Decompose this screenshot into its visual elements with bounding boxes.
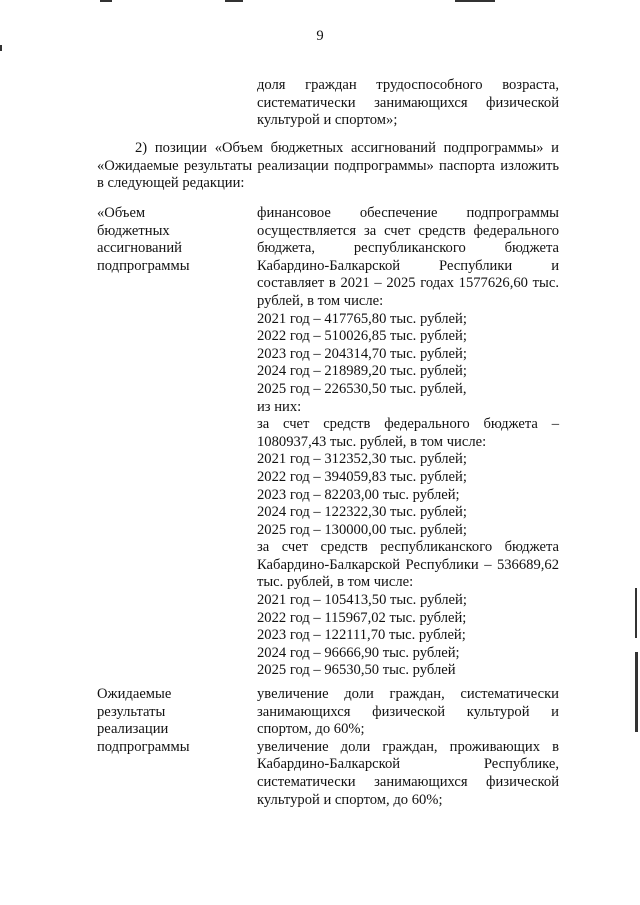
total-year-line: 2025 год – 226530,50 тыс. рублей, xyxy=(257,380,467,397)
total-year-line: 2024 год – 218989,20 тыс. рублей; xyxy=(257,363,467,380)
intro-block xyxy=(257,77,559,130)
federal-year-line: 2023 год – 82203,00 тыс. рублей; xyxy=(257,486,460,503)
results-label xyxy=(97,686,237,756)
republic-year-line: 2022 год – 115967,02 тыс. рублей; xyxy=(257,609,467,626)
scan-mark-top-left xyxy=(100,0,112,2)
page-number: 9 xyxy=(316,28,324,44)
republic-year-line: 2025 год – 96530,50 тыс. рублей xyxy=(257,662,456,679)
of-them-label: из них: xyxy=(257,398,302,415)
results-label-line: реализации xyxy=(97,721,169,738)
republic-intro: за счет средств республиканского бюджета Кабардино-Балкарской Республики – 536689,62 тыс. рублей, в том числе: xyxy=(257,539,559,591)
intro-line: систематически занимающихся физической xyxy=(257,94,559,111)
scan-mark-top-center xyxy=(225,0,243,2)
results-content xyxy=(257,686,559,809)
scan-mark-right-edge-lower xyxy=(635,652,638,732)
scan-mark-top-right xyxy=(455,0,495,2)
scan-mark-right-edge xyxy=(635,588,637,638)
results-label-line: результаты xyxy=(97,703,166,720)
funding-label-line: «Объем xyxy=(97,205,146,221)
total-year-line: 2023 год – 204314,70 тыс. рублей; xyxy=(257,345,467,362)
amendment-paragraph: 2) позиции «Объем бюджетных ассигнований подпрограммы» и «Ожидаемые результаты реализации подпрограммы» паспорта изложить в следующей редакции: xyxy=(97,140,559,192)
funding-description: финансовое обеспечение подпрограммы осуществляется за счет средств федерального бюджета, республиканского бюджета Кабардино-Балкарской Республики и составляет в 2021 – 2025 годах 1577626,60 тыс. рублей, в том числе: xyxy=(257,205,559,309)
funding-label-line: бюджетных xyxy=(97,222,170,239)
federal-year-line: 2021 год – 312352,30 тыс. рублей; xyxy=(257,451,467,468)
federal-year-line: 2025 год – 130000,00 тыс. рублей; xyxy=(257,521,467,538)
scan-mark-left-edge xyxy=(0,45,2,51)
republic-year-line: 2023 год – 122111,70 тыс. рублей; xyxy=(257,627,466,644)
result-item: увеличение доли граждан, систематически занимающихся физической культурой и спортом, до 60%; xyxy=(257,686,559,738)
federal-year-line: 2024 год – 122322,30 тыс. рублей; xyxy=(257,504,467,521)
result-item: увеличение доли граждан, проживающих в Кабардино-Балкарской Республике, систематически занимающихся физической культурой и спортом, до 60%; xyxy=(257,738,559,808)
results-label-line: подпрограммы xyxy=(97,738,190,755)
funding-label-line: подпрограммы xyxy=(97,257,190,274)
total-year-line: 2021 год – 417765,80 тыс. рублей; xyxy=(257,310,467,327)
results-label-line: Ожидаемые xyxy=(97,686,172,702)
federal-year-line: 2022 год – 394059,83 тыс. рублей; xyxy=(257,468,467,485)
republic-year-line: 2024 год – 96666,90 тыс. рублей; xyxy=(257,644,460,661)
funding-content xyxy=(257,205,559,680)
total-year-line: 2022 год – 510026,85 тыс. рублей; xyxy=(257,328,467,345)
republic-year-line: 2021 год – 105413,50 тыс. рублей; xyxy=(257,592,467,609)
funding-label-line: ассигнований xyxy=(97,240,182,257)
federal-intro: за счет средств федерального бюджета – 1080937,43 тыс. рублей, в том числе: xyxy=(257,416,559,450)
intro-line: доля граждан трудоспособного возраста, xyxy=(257,77,559,93)
intro-line: культурой и спортом»; xyxy=(257,112,398,129)
funding-label xyxy=(97,205,237,275)
